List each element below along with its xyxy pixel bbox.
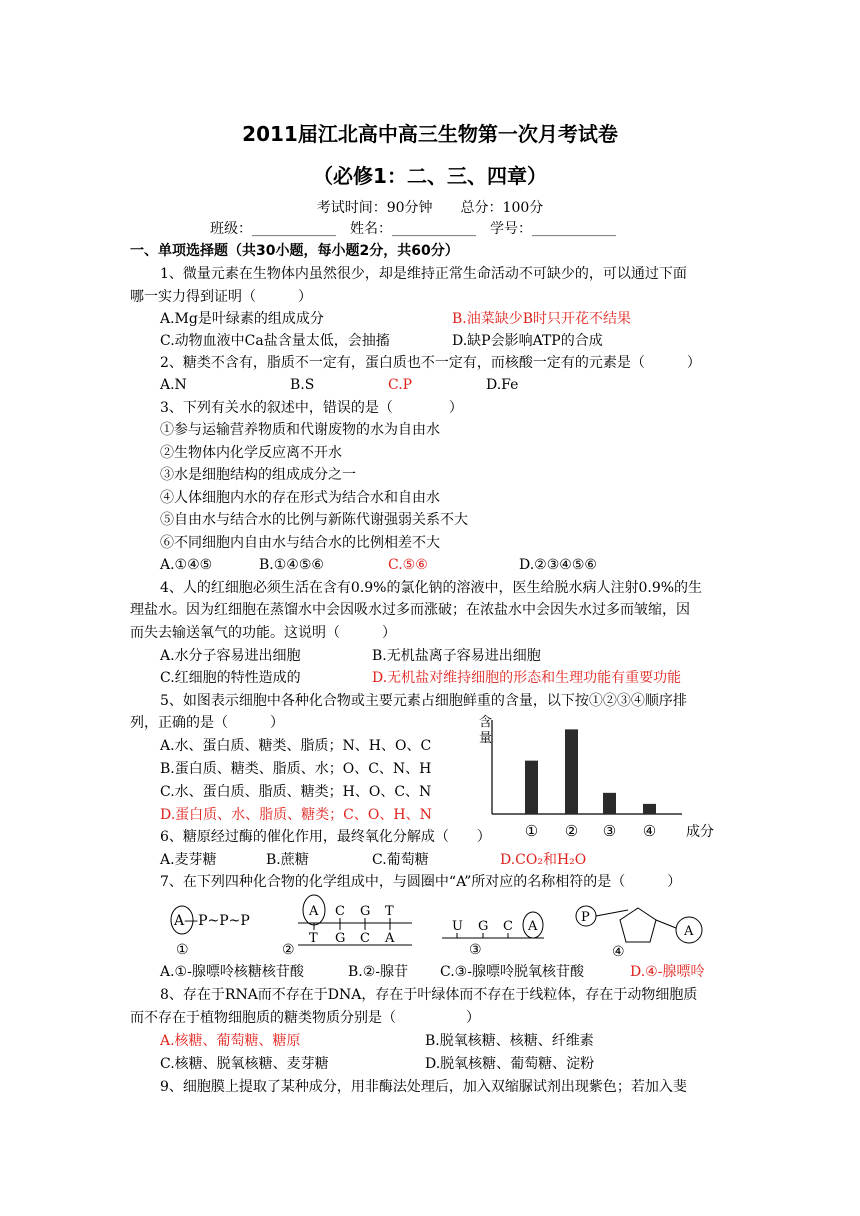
q1-stem-line2: 哪一实力得到证明（ ） [130,289,312,305]
q3-statement-5: ⑤自由水与结合水的比例与新陈代谢强弱关系不大 [160,512,468,528]
q2-option-d: D.Fe [486,377,519,393]
q8-stem-line1: 8、存在于RNA而不存在于DNA，存在于叶绿体而不存在于线粒体，存在于动物细胞质 [160,987,698,1003]
chart-bar-3 [603,793,616,814]
q7-option-b: B.②-腺苷 [348,964,409,980]
q6-option-d-answer: D.CO₂和H₂O [500,852,587,868]
q4-stem-line2: 理盐水。因为红细胞在蒸馏水中会因吸水过多而涨破；在浓盐水中会因失水过多而皱缩，因 [130,602,690,618]
page-subtitle: （必修1：二、三、四章） [313,164,547,188]
q4-stem-line3: 而失去输送氧气的功能。这说明（ ） [130,625,396,641]
page-title: 2011届江北高中高三生物第一次月考试卷 [242,122,618,146]
q3-option-a: A.①④⑤ [160,557,213,573]
fig2-top-4: T [385,904,394,919]
chart-tick-label-2: ② [564,822,579,840]
q7-structure-figures [160,890,740,962]
q2-option-a: A.N [160,377,187,393]
q8-option-c: C.核糖、脱氧核糖、麦芽糖 [160,1056,329,1072]
fig3-letter-4: A [528,919,538,934]
q4-option-b: B.无机盐离子容易进出细胞 [372,648,541,664]
q6-option-c: C.葡萄糖 [372,852,429,868]
q1-stem-line1: 1、微量元素在生物体内虽然很少，却是维持正常生命活动不可缺少的，可以通过下面 [160,266,687,282]
q4-option-a: A.水分子容易进出细胞 [160,648,301,664]
q8-option-d: D.脱氧核糖、葡萄糖、淀粉 [425,1056,595,1072]
fig4-p: P [581,910,590,925]
fig1-number: ① [176,942,189,958]
exam-info: 考试时间：90分钟 总分：100分 [316,200,544,216]
fig2-top-2: C [335,904,345,919]
q2-stem: 2、糖类不含有，脂质不一定有，蛋白质也不一定有，而核酸一定有的元素是（ ） [160,355,701,371]
q8-stem-line2: 而不存在于植物细胞质的糖类物质分别是（ ） [130,1010,480,1026]
q6-option-b: B.蔗糖 [266,852,309,868]
fig2-top-1: A [309,904,319,919]
q7-stem: 7、在下列四种化合物的化学组成中，与圆圈中“A”所对应的名称相符的是（ ） [160,874,682,890]
q7-option-d-answer: D.④-腺嘌呤 [630,964,705,980]
chart-tick-label-1: ① [524,822,539,840]
chart-bar-1 [525,761,538,814]
q3-statement-1: ①参与运输营养物质和代谢废物的水为自由水 [160,422,440,438]
fig2-bottom-2: G [335,931,346,946]
chart-bar-4 [643,804,656,814]
fig3-letter-3: C [503,919,513,934]
fig2-top-3: G [360,904,371,919]
chart-tick-label-3: ③ [602,822,617,840]
q5-option-c: C.水、蛋白质、脂质、糖类；H、O、C、N [160,784,432,800]
chart-ylabel-2: 量 [479,731,493,746]
q5-option-a: A.水、蛋白质、糖类、脂质；N、H、O、C [160,738,432,754]
q8-option-a-answer: A.核糖、葡萄糖、糖原 [160,1033,301,1049]
q8-option-b: B.脱氧核糖、核糖、纤维素 [425,1033,594,1049]
fig2-number: ② [282,942,295,958]
section-heading: 一、单项选择题（共30小题，每小题2分，共60分） [130,243,459,259]
q7-option-c: C.③-腺嘌呤脱氧核苷酸 [440,964,584,980]
fig3-letter-1: U [452,919,463,934]
q1-option-b-answer: B.油菜缺少B时只开花不结果 [452,311,632,327]
q3-statement-3: ③水是细胞结构的组成成分之一 [160,467,356,483]
fig4-a: A [684,924,694,939]
q6-stem: 6、糖原经过酶的催化作用，最终氧化分解成（ ） [160,829,491,845]
fig3-letter-2: G [478,919,489,934]
q5-stem-line2: 列，正确的是（ ） [130,715,284,731]
q4-stem-line1: 4、人的红细胞必须生活在含有0.9%的氯化钠的溶液中，医生给脱水病人注射0.9%的生 [160,580,703,596]
fig3-number: ③ [469,942,482,958]
chart-xlabel: 成分 [686,824,714,840]
q2-option-b: B.S [290,377,315,393]
fig2-bottom-4: A [385,931,395,946]
fig4-number: ④ [612,944,625,960]
q3-option-c-answer: C.⑤⑥ [388,557,428,573]
chart-bar-2 [565,729,578,814]
q5-option-b: B.蛋白质、糖类、脂质、水；O、C、N、H [160,761,432,777]
chart-ylabel-1: 含 [479,715,493,730]
q1-option-c: C.动物血液中Ca盐含量太低，会抽搐 [160,333,390,349]
chart-tick-label-4: ④ [642,822,657,840]
q3-statement-6: ⑥不同细胞内自由水与结合水的比例相差不大 [160,535,440,551]
q5-bar-chart [470,712,720,842]
fig4-pentose [620,908,656,942]
fig2-bottom-3: C [360,931,370,946]
q3-option-d: D.②③④⑤⑥ [519,557,597,573]
q5-stem-line1: 5、如图表示细胞中各种化合物或主要元素占细胞鲜重的含量，以下按①②③④顺序排 [160,693,687,709]
q3-stem: 3、下列有关水的叙述中，错误的是（ ） [160,400,463,416]
fig2-bottom-1: T [309,931,318,946]
q2-option-c-answer: C.P [388,377,413,393]
q1-option-a: A.Mg是叶绿素的组成成分 [160,311,324,327]
q1-option-d: D.缺P会影响ATP的合成 [452,333,603,349]
q5-option-d-answer: D.蛋白质、水、脂质、糖类；C、O、H、N [160,807,432,823]
q4-option-c: C.红细胞的特性造成的 [160,670,301,686]
fig1-formula: A—P~P~P [174,913,250,929]
q3-option-b: B.①④⑤⑥ [259,557,324,573]
q7-option-a: A.①-腺嘌呤核糖核苷酸 [160,964,304,980]
q3-statement-4: ④人体细胞内水的存在形式为结合水和自由水 [160,490,440,506]
q6-option-a: A.麦芽糖 [160,852,217,868]
q9-stem: 9、细胞膜上提取了某种成分，用非酶法处理后，加入双缩脲试剂出现紫色；若加入斐 [160,1079,687,1095]
student-fields: 班级：____________ 姓名：____________ 学号：____________ [210,221,616,237]
q3-statement-2: ②生物体内化学反应离不开水 [160,445,342,461]
q4-option-d-answer: D.无机盐对维持细胞的形态和生理功能有重要功能 [372,670,682,686]
